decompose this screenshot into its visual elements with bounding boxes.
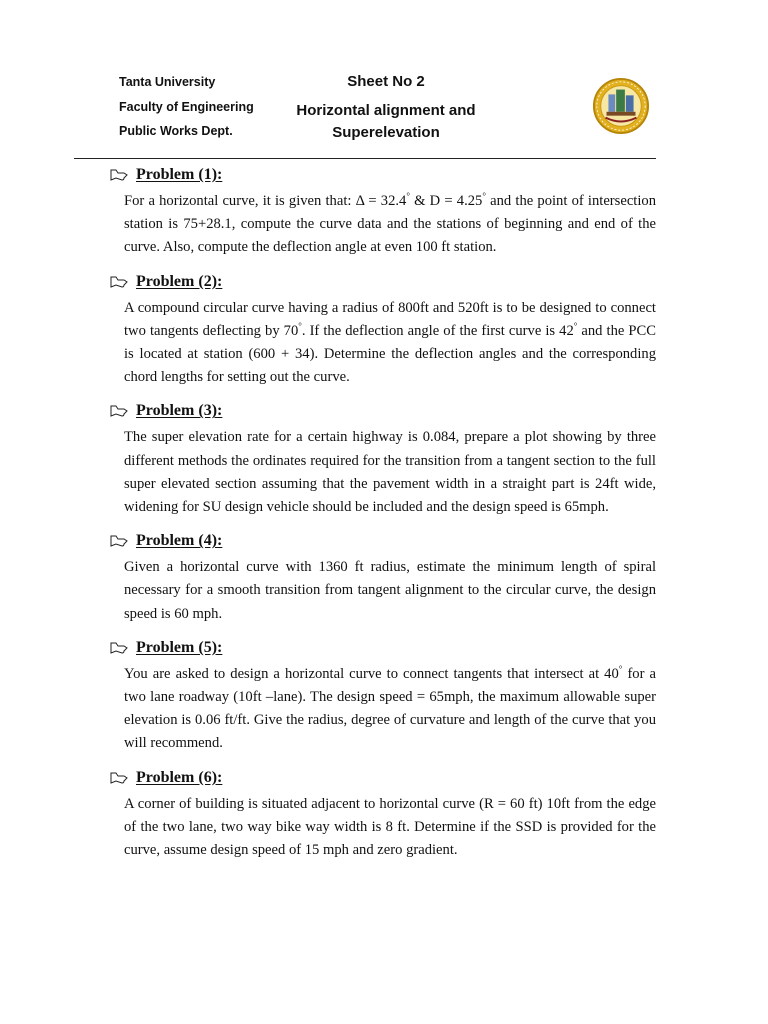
problem-text: The super elevation rate for a certain highway is 0.084, prepare a plot showing by three different methods the ordinates required for the transition from a tangent section to the full super elevated section assuming that the pavement width in a straight part is 24ft wide, widening for SU design vehicle should be included and the design speed is 65mph. <box>124 429 656 516</box>
university-name: Tanta University <box>119 75 216 89</box>
sheet-number: Sheet No 2 <box>347 73 425 90</box>
problem-title: Problem (2): <box>136 272 223 290</box>
pointing-hand-icon <box>110 275 128 289</box>
problem-title: Problem (1): <box>136 166 223 183</box>
problem-item <box>110 270 656 390</box>
problem-text: For a horizontal curve, it is given that: Δ = 32.4° & D = 4.25° and the point of intersection station is 75+28.1, compute the curve data and the stations of beginning and end of the curve. Also, compute the deflection angle at even 100 ft station. <box>124 191 656 256</box>
problem-item <box>110 529 656 626</box>
faculty-name: Faculty of Engineering <box>119 99 254 114</box>
problem-text: Given a horizontal curve with 1360 ft radius, estimate the minimum length of spiral necessary for a smooth transition from tangent alignment to the circular curve, the design speed is 60 mph. <box>124 559 656 622</box>
problem-heading <box>110 766 656 790</box>
problem-title: Problem (3): <box>136 402 223 420</box>
problem-title: Problem (4): <box>136 532 223 550</box>
problem-heading <box>110 270 656 294</box>
problem-list <box>110 163 656 872</box>
page-header <box>0 0 768 160</box>
sheet-title-line-2: Superelevation <box>332 124 440 141</box>
problem-item <box>110 163 656 260</box>
problem-title: Problem (5): <box>136 638 223 656</box>
department-name: Public Works Dept. <box>119 124 233 138</box>
problem-heading <box>110 529 656 553</box>
problem-heading <box>110 636 656 660</box>
faculty-logo-icon <box>592 77 650 135</box>
pointing-hand-icon <box>110 641 128 655</box>
institution-block <box>119 70 254 144</box>
problem-item <box>110 399 656 519</box>
sheet-title-block <box>270 70 502 144</box>
problem-item <box>110 766 656 863</box>
problem-heading <box>110 399 656 423</box>
sheet-title-line-1: Horizontal alignment and <box>296 102 476 119</box>
header-divider <box>74 158 656 159</box>
problem-title: Problem (6): <box>136 768 223 786</box>
pointing-hand-icon <box>110 771 128 785</box>
pointing-hand-icon <box>110 534 128 548</box>
problem-text: You are asked to design a horizontal curve to connect tangents that intersect at 40° for a two lane roadway (10ft –lane). The design speed = 65mph, the maximum allowable super elevation is 0.06 ft/ft. Give the radius, degree of curvature and length of the curve that you will recommend. <box>124 663 656 752</box>
problem-text: A corner of building is situated adjacent to horizontal curve (R = 60 ft) 10ft from the edge of the two lane, two way bike way width is 8 ft. Determine if the SSD is provided for the curve, assume design speed of 15 mph and zero gradient. <box>124 795 656 859</box>
problem-text: A compound circular curve having a radius of 800ft and 520ft is to be designed to connect two tangents deflecting by 70°. If the deflection angle of the first curve is 42° and the PCC is located at station (600 + 34). Determine the deflection angles and the corresponding chord lengths for setting out the curve. <box>124 299 656 386</box>
problem-heading <box>110 163 656 187</box>
pointing-hand-icon <box>110 168 128 182</box>
pointing-hand-icon <box>110 404 128 418</box>
problem-item <box>110 636 656 756</box>
